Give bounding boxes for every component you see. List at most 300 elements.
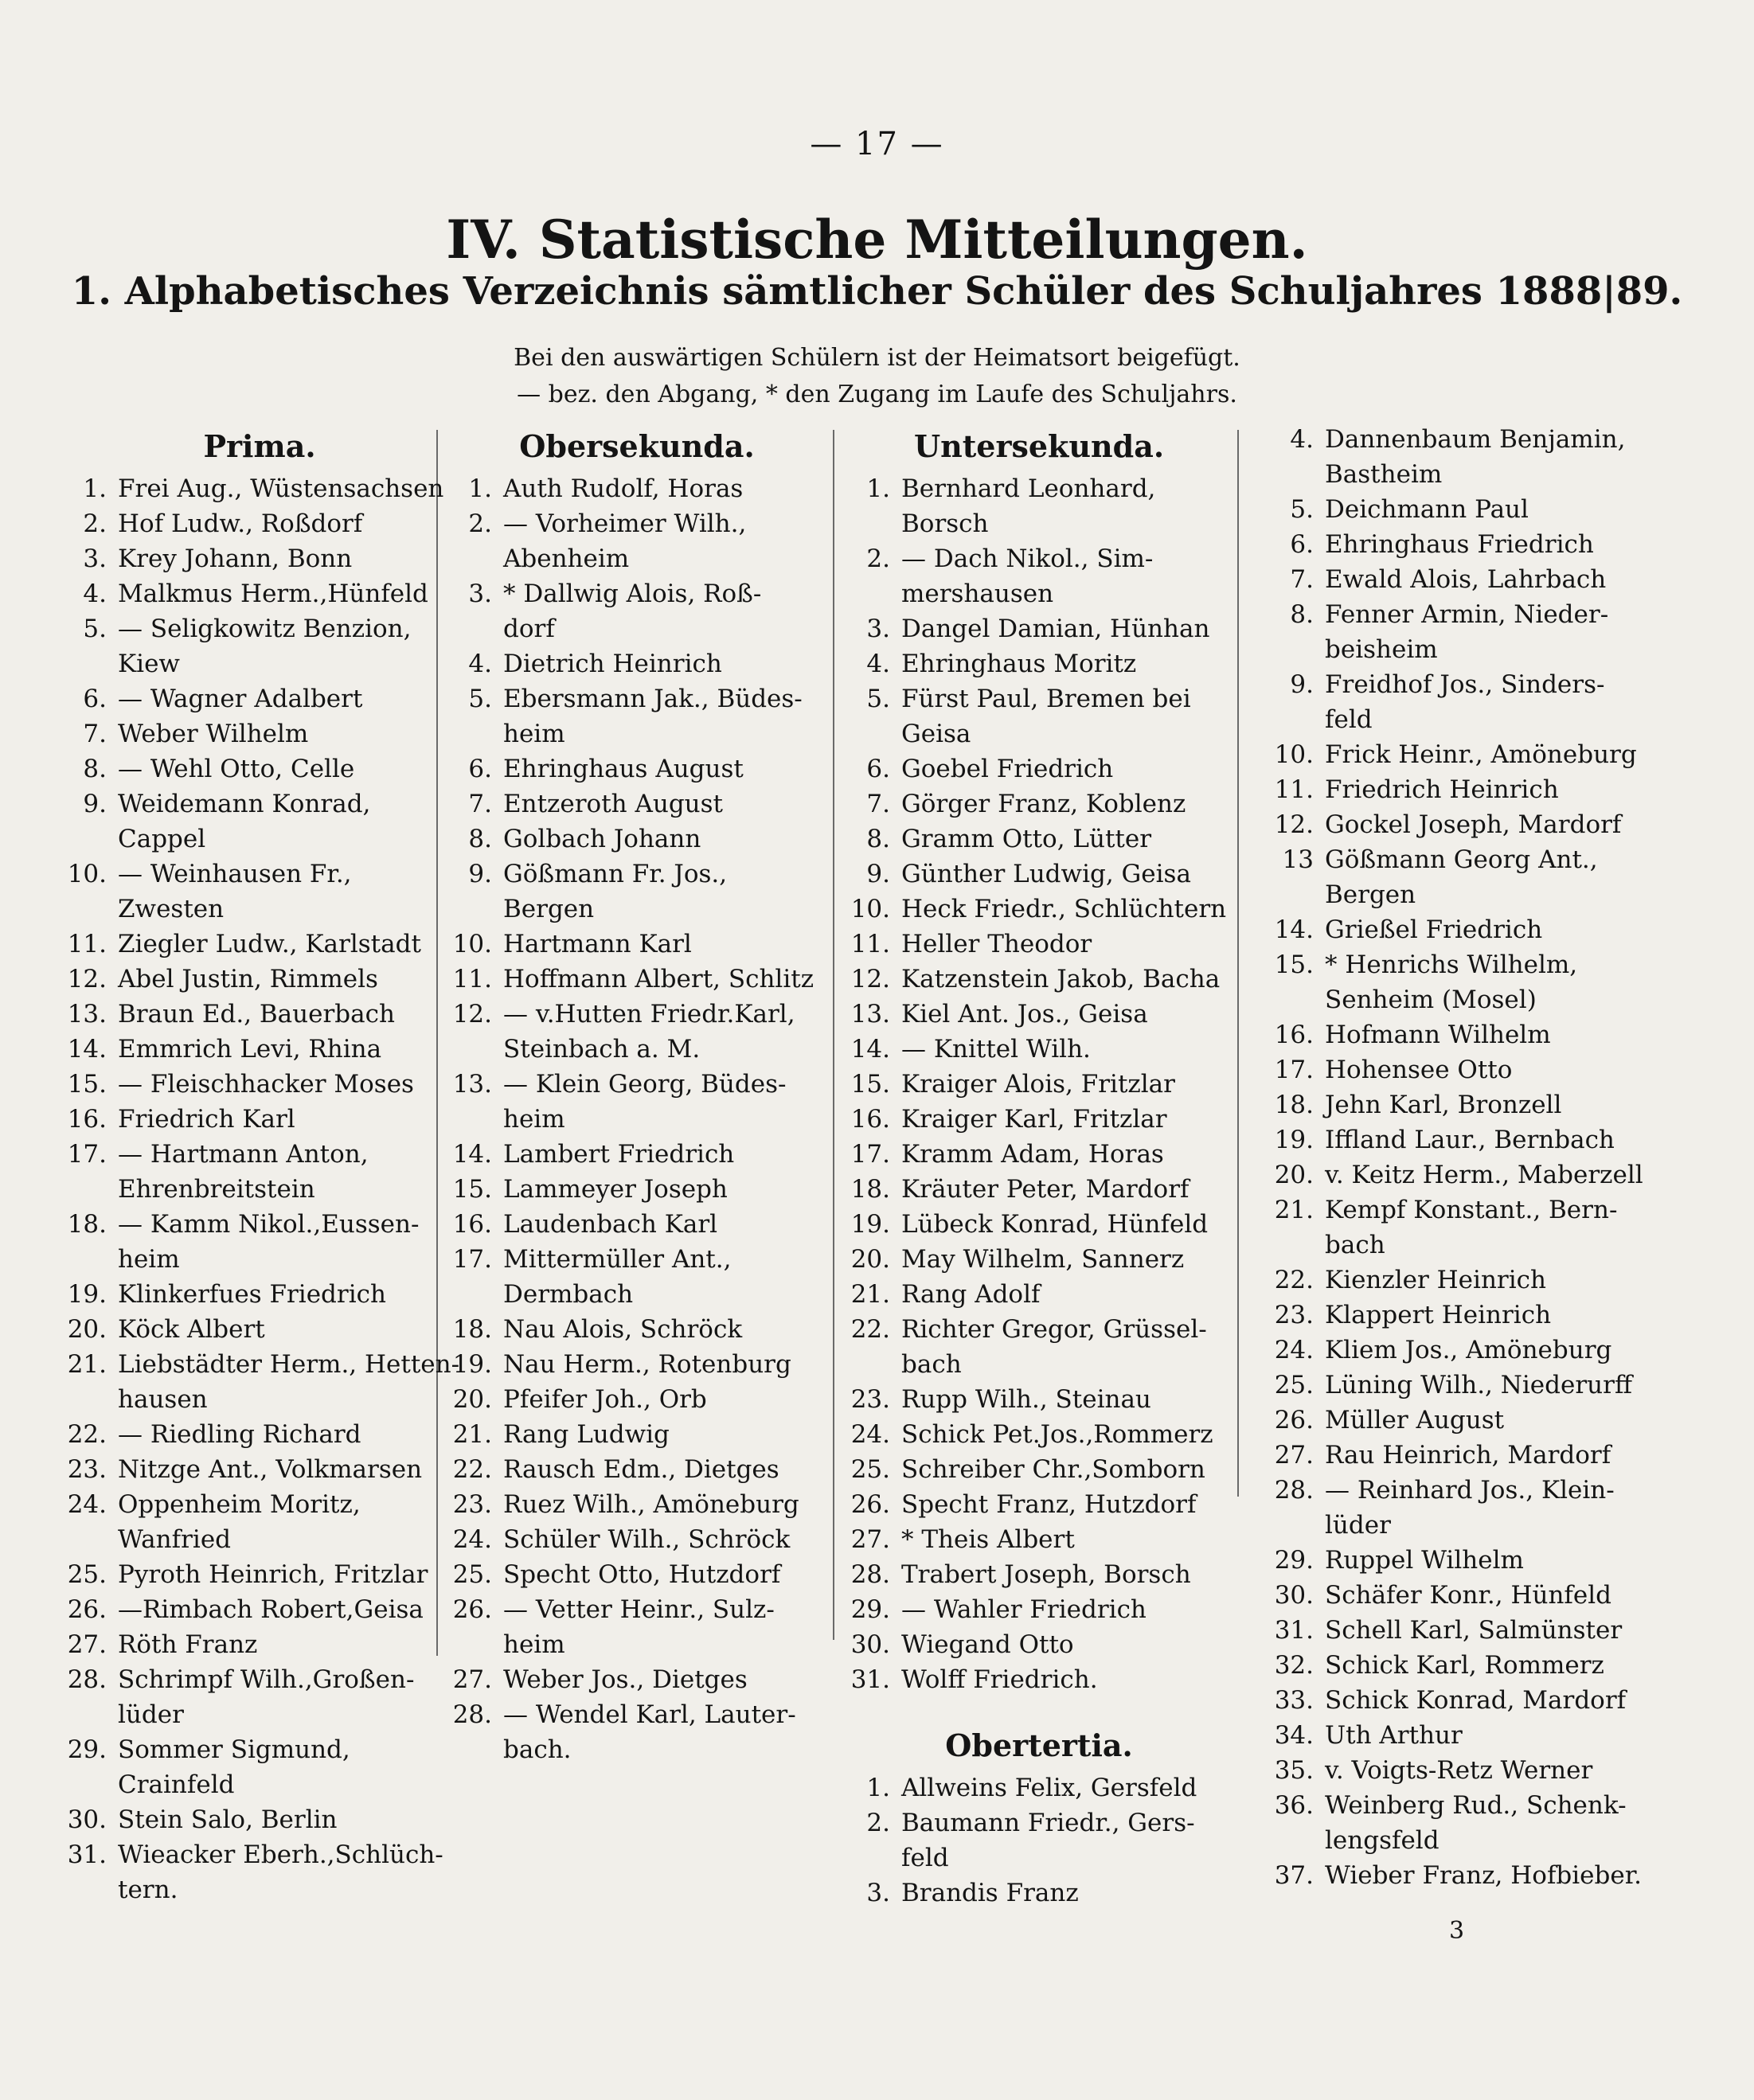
- entry-text: heim: [118, 1245, 180, 1274]
- list-item: [61, 1207, 427, 1277]
- entry-number: 25.: [1274, 1371, 1314, 1399]
- entry-number: 4.: [83, 580, 107, 608]
- entry-line: [446, 681, 828, 716]
- entry-continuation: [1250, 702, 1728, 737]
- entry-number: 15.: [850, 1070, 890, 1099]
- entry-text: Kiew: [118, 650, 180, 678]
- entry-line: [446, 1382, 828, 1417]
- list-item: [446, 787, 828, 822]
- entry-line: [1250, 422, 1728, 457]
- entry-text: — Seligkowitz Benzion,: [118, 615, 412, 643]
- entry-number: 10.: [452, 930, 492, 958]
- entry-line: [61, 751, 427, 787]
- entry-text: Köck Albert: [118, 1315, 265, 1344]
- list-item: [446, 1522, 828, 1557]
- entry-number: 9.: [468, 860, 492, 888]
- entry-text: Fürst Paul, Bremen bei: [901, 685, 1191, 713]
- entry-continuation: [1250, 1508, 1728, 1543]
- entry-text: Ehringhaus August: [503, 755, 744, 783]
- list-item: [844, 997, 1234, 1032]
- entry-text: Borsch: [901, 509, 989, 538]
- entry-number: 22.: [67, 1420, 107, 1449]
- entry-line: [1250, 562, 1728, 597]
- list-item: [1250, 912, 1728, 947]
- entry-number: 30.: [850, 1630, 890, 1659]
- list-item: [61, 1067, 427, 1102]
- column-divider: [436, 430, 438, 1656]
- entry-continuation: [61, 1382, 427, 1417]
- entry-number: 30.: [67, 1805, 107, 1834]
- entry-text: Crainfeld: [118, 1770, 235, 1799]
- entry-text: Pyroth Heinrich, Fritzlar: [118, 1560, 428, 1589]
- list-item: [844, 1522, 1234, 1557]
- entry-line: [1250, 492, 1728, 527]
- entry-number: 18.: [67, 1210, 107, 1239]
- entry-text: feld: [1325, 705, 1373, 734]
- entry-line: [61, 997, 427, 1032]
- entry-line: [61, 1802, 427, 1837]
- list-item: [844, 1770, 1234, 1805]
- entry-text: Geisa: [901, 720, 971, 748]
- entry-text: Steinbach a. M.: [503, 1035, 701, 1064]
- entry-line: [446, 1592, 828, 1627]
- entry-line: [446, 1557, 828, 1592]
- list-item: [61, 576, 427, 611]
- entry-text: Fenner Armin, Nieder-: [1325, 600, 1609, 629]
- list-item: [844, 857, 1234, 892]
- entry-number: 4.: [866, 650, 890, 678]
- entry-number: 27.: [452, 1665, 492, 1694]
- list-item: [844, 1067, 1234, 1102]
- entry-text: Kräuter Peter, Mardorf: [901, 1175, 1190, 1204]
- section-heading: 1. Alphabetisches Verzeichnis sämtlicher Schüler des Schuljahres 1888|89.: [71, 269, 1683, 314]
- entry-number: 28.: [67, 1665, 107, 1694]
- entry-line: [446, 1312, 828, 1347]
- entry-text: — v.Hutten Friedr.Karl,: [503, 1000, 795, 1029]
- entry-line: [61, 787, 427, 822]
- entry-text: Nau Alois, Schröck: [503, 1315, 743, 1344]
- list-item: [61, 1032, 427, 1067]
- entry-line: [1250, 947, 1728, 982]
- entry-line: [844, 892, 1234, 927]
- entry-line: [1250, 1648, 1728, 1683]
- entry-text: May Wilhelm, Sannerz: [901, 1245, 1185, 1274]
- entry-number: 22.: [452, 1455, 492, 1484]
- entry-text: hausen: [118, 1385, 208, 1414]
- entry-text: * Dallwig Alois, Roß-: [503, 580, 762, 608]
- entry-number: 1.: [83, 474, 107, 503]
- entry-text: Ebersmann Jak., Büdes-: [503, 685, 803, 713]
- list-item: [844, 962, 1234, 997]
- entry-line: [1250, 912, 1728, 947]
- entry-line: [446, 1487, 828, 1522]
- list-item: [446, 997, 828, 1067]
- entry-line: [61, 611, 427, 646]
- entry-line: [61, 1312, 427, 1347]
- entry-number: 23.: [850, 1385, 890, 1414]
- entry-line: [844, 1312, 1234, 1347]
- entry-text: Kienzler Heinrich: [1325, 1266, 1546, 1294]
- entry-continuation: [446, 541, 828, 576]
- list-item: [61, 1487, 427, 1557]
- list-item: [1250, 1192, 1728, 1263]
- entry-line: [446, 822, 828, 857]
- entry-number: 13.: [850, 1000, 890, 1029]
- entry-text: Müller August: [1325, 1406, 1505, 1434]
- entry-number: 16.: [1274, 1021, 1314, 1049]
- list-item: [61, 751, 427, 787]
- entry-text: Hofmann Wilhelm: [1325, 1021, 1551, 1049]
- entry-line: [446, 1067, 828, 1102]
- list-item: [1250, 1648, 1728, 1683]
- list-item: [1250, 1122, 1728, 1157]
- entry-number: 26.: [850, 1490, 890, 1519]
- list-item: [61, 1662, 427, 1732]
- entry-text: dorf: [503, 615, 555, 643]
- entry-text: Iffland Laur., Bernbach: [1325, 1126, 1615, 1154]
- entry-line: [1250, 1403, 1728, 1438]
- list-item: [844, 1277, 1234, 1312]
- entry-line: [1250, 1368, 1728, 1403]
- list-item: [446, 1347, 828, 1382]
- entry-line: [1250, 1858, 1728, 1893]
- entry-text: Ruppel Wilhelm: [1325, 1546, 1524, 1575]
- note-line-2: — bez. den Abgang, * den Zugang im Laufe des Schuljahrs.: [517, 381, 1237, 408]
- entry-text: Bastheim: [1325, 460, 1443, 489]
- entry-number: 27.: [850, 1525, 890, 1554]
- entry-line: [844, 1102, 1234, 1137]
- entry-number: 1.: [468, 474, 492, 503]
- entry-text: Allweins Felix, Gersfeld: [901, 1774, 1197, 1802]
- entry-line: [844, 962, 1234, 997]
- entry-text: — Dach Nikol., Sim-: [901, 545, 1154, 573]
- entry-line: [844, 1452, 1234, 1487]
- list-item: [61, 1277, 427, 1312]
- entry-text: Katzenstein Jakob, Bacha: [901, 965, 1221, 993]
- list-item: [1250, 1788, 1728, 1858]
- entry-line: [844, 1137, 1234, 1172]
- entry-line: [446, 927, 828, 962]
- entry-text: Grießel Friedrich: [1325, 915, 1543, 944]
- list-item: [844, 471, 1234, 541]
- list-item: [446, 1417, 828, 1452]
- entry-continuation: [844, 506, 1234, 541]
- entry-number: 31.: [850, 1665, 890, 1694]
- entry-line: [61, 1032, 427, 1067]
- entry-number: 30.: [1274, 1581, 1314, 1610]
- entry-text: beisheim: [1325, 635, 1438, 664]
- entry-number: 18.: [1274, 1091, 1314, 1119]
- entry-text: — Reinhard Jos., Klein-: [1325, 1476, 1615, 1505]
- list-item: [61, 1347, 460, 1417]
- entry-line: [844, 1557, 1234, 1592]
- entry-number: 7.: [866, 790, 890, 818]
- entry-text: Golbach Johann: [503, 825, 701, 853]
- entry-text: Kramm Adam, Horas: [901, 1140, 1164, 1169]
- entry-line: [844, 1876, 1234, 1911]
- entry-line: [1250, 1578, 1728, 1613]
- entry-line: [61, 927, 427, 962]
- entry-number: 29.: [67, 1735, 107, 1764]
- list-item: [446, 1067, 828, 1137]
- list-item: [844, 1312, 1234, 1382]
- entry-text: Hof Ludw., Roßdorf: [118, 509, 363, 538]
- entry-line: [1250, 772, 1728, 807]
- entry-text: Stein Salo, Berlin: [118, 1805, 338, 1834]
- entry-number: 9.: [866, 860, 890, 888]
- list-item: [446, 681, 828, 751]
- entry-text: —Rimbach Robert,Geisa: [118, 1595, 424, 1624]
- column-obersekunda: [446, 422, 828, 1767]
- entry-line: [446, 1452, 828, 1487]
- list-item: [1250, 1858, 1728, 1893]
- entry-continuation: [446, 1627, 828, 1662]
- entry-number: 3.: [83, 545, 107, 573]
- entry-text: Mittermüller Ant.,: [503, 1245, 732, 1274]
- entry-number: 19.: [1274, 1126, 1314, 1154]
- entry-line: [844, 681, 1234, 716]
- list-item: [446, 751, 828, 787]
- entry-line: [61, 1627, 427, 1662]
- list-item: [1250, 562, 1728, 597]
- list-item: [1250, 772, 1728, 807]
- list-item: [1250, 492, 1728, 527]
- entry-text: Abenheim: [503, 545, 630, 573]
- entry-text: Nitzge Ant., Volkmarsen: [118, 1455, 423, 1484]
- list-item: [446, 1382, 828, 1417]
- entry-number: 29.: [850, 1595, 890, 1624]
- entry-number: 11.: [452, 965, 492, 993]
- entry-number: 3.: [866, 615, 890, 643]
- list-item: [844, 1662, 1234, 1697]
- entry-number: 29.: [1274, 1546, 1314, 1575]
- list-item: [844, 822, 1234, 857]
- entry-line: [446, 1662, 828, 1697]
- entry-text: Cappel: [118, 825, 206, 853]
- entry-text: Dannenbaum Benjamin,: [1325, 425, 1626, 454]
- list-item: [446, 1242, 828, 1312]
- list-item: [61, 1312, 427, 1347]
- entry-text: Laudenbach Karl: [503, 1210, 718, 1239]
- entry-number: 21.: [1274, 1196, 1314, 1224]
- entry-line: [1250, 527, 1728, 562]
- entry-text: Senheim (Mosel): [1325, 986, 1537, 1014]
- entry-text: Abel Justin, Rimmels: [118, 965, 378, 993]
- entry-text: Schick Pet.Jos.,Rommerz: [901, 1420, 1213, 1449]
- list-item: [61, 787, 427, 857]
- entry-text: Lübeck Konrad, Hünfeld: [901, 1210, 1209, 1239]
- list-item: [61, 611, 427, 681]
- entry-continuation: [1250, 982, 1728, 1017]
- list-item: [446, 1452, 828, 1487]
- entry-line: [1250, 1438, 1728, 1473]
- entry-number: 20.: [67, 1315, 107, 1344]
- entry-continuation: [446, 892, 828, 927]
- list-item: [446, 506, 828, 576]
- entry-line: [61, 1662, 427, 1697]
- entry-text: heim: [503, 1630, 565, 1659]
- list-item: [61, 997, 427, 1032]
- entry-number: 8.: [1290, 600, 1314, 629]
- entry-text: Gößmann Georg Ant.,: [1325, 845, 1598, 874]
- entry-number: 22.: [850, 1315, 890, 1344]
- entry-number: 26.: [1274, 1406, 1314, 1434]
- entry-line: [1250, 1473, 1728, 1508]
- list-item: [1250, 422, 1728, 492]
- list-item: [1250, 947, 1728, 1017]
- entry-line: [446, 857, 828, 892]
- list-item: [61, 1137, 427, 1207]
- signature-mark: 3: [1449, 1917, 1465, 1945]
- entry-line: [446, 1172, 828, 1207]
- list-item: [844, 1207, 1234, 1242]
- entry-text: v. Voigts-Retz Werner: [1325, 1756, 1593, 1785]
- entry-text: Wolff Friedrich.: [901, 1665, 1098, 1694]
- list-item: [61, 1627, 427, 1662]
- entry-line: [1250, 1683, 1728, 1718]
- entry-number: 2.: [468, 509, 492, 538]
- entry-text: Malkmus Herm.,Hünfeld: [118, 580, 428, 608]
- entry-number: 28.: [850, 1560, 890, 1589]
- list-item: [844, 1487, 1234, 1522]
- entry-text: Heller Theodor: [901, 930, 1092, 958]
- entry-line: [844, 997, 1234, 1032]
- entry-text: Sommer Sigmund,: [118, 1735, 350, 1764]
- list-item: [844, 1557, 1234, 1592]
- entry-text: Dermbach: [503, 1280, 634, 1309]
- entry-line: [446, 1522, 828, 1557]
- entry-number: 17.: [452, 1245, 492, 1274]
- list-item: [61, 1452, 427, 1487]
- entry-continuation: [844, 716, 1234, 751]
- entry-line: [1250, 1122, 1728, 1157]
- entry-line: [61, 1592, 427, 1627]
- entry-line: [61, 541, 427, 576]
- entry-continuation: [446, 1732, 828, 1767]
- entry-line: [61, 576, 427, 611]
- entry-line: [844, 1417, 1234, 1452]
- entry-continuation: [446, 716, 828, 751]
- entry-text: Auth Rudolf, Horas: [503, 474, 744, 503]
- entry-text: — Wehl Otto, Celle: [118, 755, 355, 783]
- entry-line: [844, 1277, 1234, 1312]
- entry-text: Ziegler Ludw., Karlstadt: [118, 930, 421, 958]
- entry-number: 5.: [83, 615, 107, 643]
- entry-number: 11.: [1274, 775, 1314, 804]
- entry-number: 34.: [1274, 1721, 1314, 1750]
- entry-text: Weinberg Rud., Schenk-: [1325, 1791, 1627, 1820]
- entry-line: [61, 1347, 460, 1382]
- entry-number: 4.: [468, 650, 492, 678]
- entry-text: Friedrich Heinrich: [1325, 775, 1559, 804]
- entry-number: 20.: [850, 1245, 890, 1274]
- entry-number: 5.: [468, 685, 492, 713]
- entry-line: [1250, 1788, 1728, 1823]
- entry-line: [1250, 1157, 1728, 1192]
- chapter-heading: IV. Statistische Mitteilungen.: [446, 209, 1308, 271]
- entry-text: Rupp Wilh., Steinau: [901, 1385, 1151, 1414]
- column-divider: [833, 430, 834, 1640]
- entry-text: Weber Wilhelm: [118, 720, 309, 748]
- entry-line: [1250, 807, 1728, 842]
- entry-line: [446, 1417, 828, 1452]
- entry-number: 12.: [67, 965, 107, 993]
- list-item: [61, 1837, 443, 1907]
- entry-number: 19.: [67, 1280, 107, 1309]
- entry-text: Weidemann Konrad,: [118, 790, 371, 818]
- list-item: [61, 1557, 427, 1592]
- entry-text: — Vorheimer Wilh.,: [503, 509, 747, 538]
- entry-text: bach: [901, 1350, 962, 1379]
- entry-number: 25.: [850, 1455, 890, 1484]
- entry-line: [446, 1697, 828, 1732]
- entry-number: 21.: [67, 1350, 107, 1379]
- entry-number: 6.: [866, 755, 890, 783]
- list-item: [446, 962, 828, 997]
- list-item: [446, 646, 828, 681]
- entry-number: 16.: [850, 1105, 890, 1134]
- entry-text: — Hartmann Anton,: [118, 1140, 369, 1169]
- entry-line: [61, 471, 444, 506]
- entry-continuation: [61, 1767, 427, 1802]
- spacer: [844, 1697, 1234, 1721]
- list-item: [446, 927, 828, 962]
- entry-text: Wieber Franz, Hofbieber.: [1325, 1861, 1642, 1890]
- entry-line: [844, 1770, 1234, 1805]
- entry-line: [61, 1732, 427, 1767]
- entry-line: [1250, 1017, 1728, 1052]
- entry-line: [1250, 597, 1728, 632]
- entry-number: 3.: [468, 580, 492, 608]
- list-item: [844, 1627, 1234, 1662]
- entry-text: Liebstädter Herm., Hetten-: [118, 1350, 460, 1379]
- entry-text: Ruez Wilh., Amöneburg: [503, 1490, 799, 1519]
- entry-number: 8.: [468, 825, 492, 853]
- entry-number: 17.: [1274, 1056, 1314, 1084]
- entry-number: 18.: [452, 1315, 492, 1344]
- entry-line: [844, 1627, 1234, 1662]
- list-item: [446, 576, 828, 646]
- list-item: [844, 787, 1234, 822]
- list-item: [446, 471, 828, 506]
- entry-number: 20.: [452, 1385, 492, 1414]
- entry-number: 2.: [83, 509, 107, 538]
- list-item: [1250, 1578, 1728, 1613]
- entry-number: 19.: [850, 1210, 890, 1239]
- entry-number: 20.: [1274, 1161, 1314, 1189]
- list-item: [446, 1592, 828, 1662]
- list-item: [446, 1557, 828, 1592]
- entry-text: — Wendel Karl, Lauter-: [503, 1700, 796, 1729]
- entry-text: bach: [1325, 1231, 1385, 1259]
- entry-text: lüder: [118, 1700, 184, 1729]
- entry-number: 21.: [452, 1420, 492, 1449]
- entry-text: Dangel Damian, Hünhan: [901, 615, 1210, 643]
- entry-continuation: [844, 1347, 1234, 1382]
- entry-line: [61, 1417, 427, 1452]
- entry-text: heim: [503, 1105, 565, 1134]
- list-item: [1250, 1298, 1728, 1333]
- entry-number: 11.: [850, 930, 890, 958]
- entry-text: Pfeifer Joh., Orb: [503, 1385, 707, 1414]
- entry-text: Baumann Friedr., Gers-: [901, 1809, 1195, 1837]
- entry-line: [1250, 1192, 1728, 1228]
- entry-line: [1250, 1753, 1728, 1788]
- entry-line: [1250, 737, 1728, 772]
- entry-line: [1250, 667, 1728, 702]
- entry-number: 22.: [1274, 1266, 1314, 1294]
- column-prima: [61, 422, 460, 1907]
